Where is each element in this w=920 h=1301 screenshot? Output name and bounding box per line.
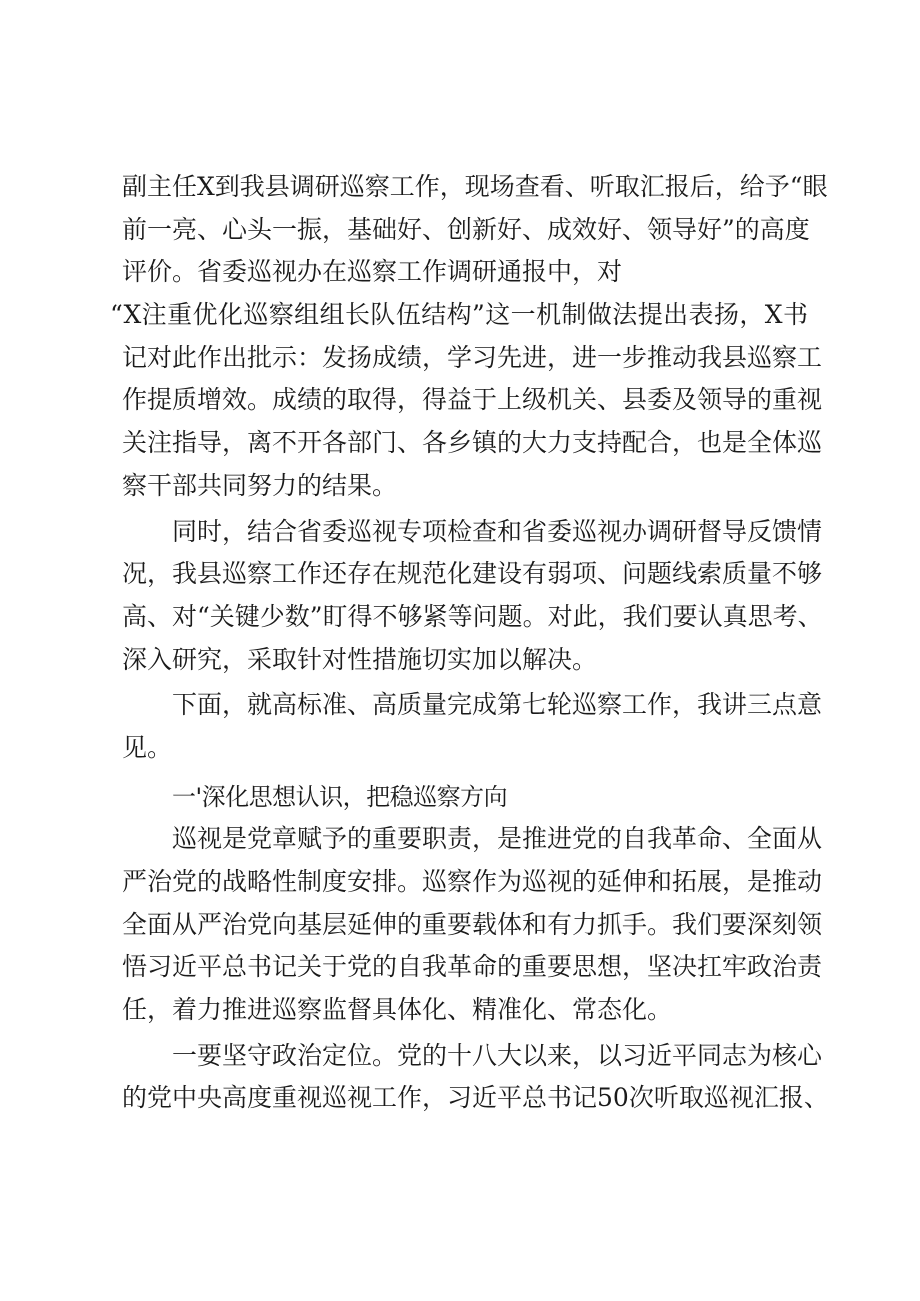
paragraph-line: 作提质增效。成绩的取得，得益于上级机关、县委及领导的重视 — [122, 385, 823, 415]
paragraph-line: 关注指导，离不开各部门、各乡镇的大力支持配合，也是全体巡 — [122, 428, 823, 458]
paragraph-line: 严治党的战略性制度安排。巡察作为巡视的延伸和拓展，是推动 — [122, 867, 823, 896]
paragraph-line: 巡视是党章赋予的重要职责，是推进党的自我革命、全面从 — [172, 824, 823, 854]
paragraph-line: 察干部共同努力的结果。 — [122, 470, 398, 500]
paragraph-line: 全面从严治党向基层延伸的重要载体和有力抓手。我们要深刻领 — [122, 909, 823, 939]
paragraph-line: 同时，结合省委巡视专项检查和省委巡视办调研督导反馈情 — [172, 516, 823, 546]
paragraph-line: 副主任X到我县调研巡察工作，现场查看、听取汇报后，给予“眼 — [122, 172, 828, 201]
paragraph-line: 评价。省委巡视办在巡察工作调研通报中，对 — [122, 257, 623, 287]
paragraph-line: 况，我县巡察工作还存在规范化建设有弱项、问题线索质量不够 — [122, 559, 823, 589]
paragraph-line: 前一亮、心头一振，基础好、创新好、成效好、领导好”的高度 — [122, 214, 810, 244]
paragraph-line: “X注重优化巡察组组长队伍结构”这一机制做法提出表扬，X书 — [110, 300, 808, 330]
paragraph-line: 见。 — [122, 732, 173, 762]
section-heading: 一'深化思想认识，把稳巡察方向 — [172, 782, 508, 811]
paragraph-line: 高、对“关键少数”盯得不够紧等问题。对此，我们要认真思考、 — [122, 601, 823, 631]
paragraph-line: 悟习近平总书记关于党的自我革命的重要思想，坚决扛牢政治责 — [122, 952, 823, 982]
paragraph-line: 任，着力推进巡察监督具体化、精准化、常态化。 — [122, 995, 673, 1025]
paragraph-line: 深入研究，采取针对性措施切实加以解决。 — [122, 644, 598, 674]
paragraph-line: 下面，就高标准、高质量完成第七轮巡察工作，我讲三点意 — [172, 690, 823, 720]
paragraph-line: 记对此作出批示：发扬成绩，学习先进，进一步推动我县巡察工 — [122, 342, 823, 372]
paragraph-line: 一要坚守政治定位。党的十八大以来，以习近平同志为核心 — [172, 1040, 823, 1070]
paragraph-line: 的党中央高度重视巡视工作，习近平总书记50次听取巡视汇报、 — [122, 1083, 829, 1113]
document-body — [110, 166, 829, 1120]
